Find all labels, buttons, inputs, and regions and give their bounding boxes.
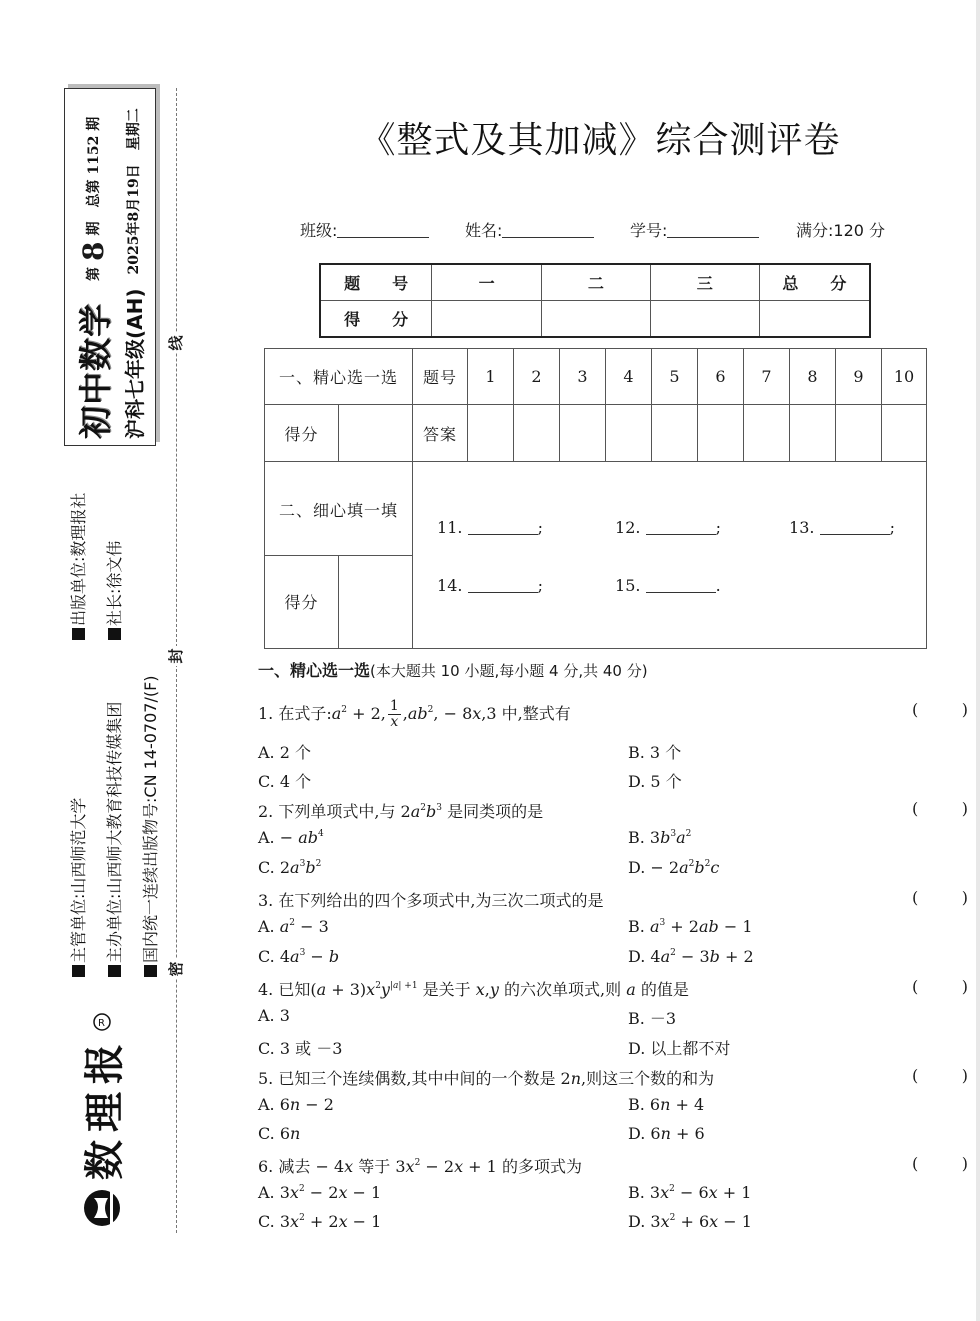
q5-option-a[interactable]: A. 6n − 2: [258, 1095, 334, 1114]
issue-number: 8: [76, 241, 110, 261]
answer-cell-3[interactable]: [560, 405, 606, 462]
student-id-field[interactable]: 学号:: [630, 218, 759, 241]
q5-option-c[interactable]: C. 6n: [258, 1124, 301, 1143]
section1-label: 一、精心选一选: [265, 349, 413, 405]
q3-option-c[interactable]: C. $4a^3 - b$: [258, 947, 340, 966]
question-number-3: 3: [560, 349, 606, 405]
q3-option-b[interactable]: B. $a^3 + 2ab - 1$: [628, 917, 753, 936]
question-5-stem: 5. 已知三个连续偶数,其中中间的一个数是 2n,则这三个数的和为: [258, 1069, 715, 1088]
fill-answer-15[interactable]: 15. .: [615, 576, 721, 595]
supervisor-info: 主管单位:山西师范大学: [66, 798, 89, 977]
answer-bracket-1[interactable]: ( ): [912, 700, 968, 719]
q4-option-a[interactable]: A. 3: [258, 1006, 290, 1025]
answer-cell-2[interactable]: [514, 405, 560, 462]
header-part-3: 三: [650, 264, 759, 301]
score-cell-part-3[interactable]: [650, 301, 759, 338]
answer-bracket-4[interactable]: ( ): [912, 977, 968, 996]
name-field[interactable]: 姓名:: [465, 218, 594, 241]
publisher-logo: [72, 1010, 132, 1230]
section2-score-cell[interactable]: [339, 555, 413, 649]
question-number-label: 题号: [413, 349, 468, 405]
question-number-2: 2: [514, 349, 560, 405]
answer-cell-5[interactable]: [652, 405, 698, 462]
q4-option-c[interactable]: C. 3 或 －3: [258, 1039, 343, 1058]
svg-text:数理报: 数理报: [81, 1036, 128, 1180]
president-info: 社长:徐文伟: [102, 541, 125, 640]
issue-prefix: 第: [86, 267, 102, 281]
q6-option-c[interactable]: C. $3x^2 + 2x - 1$: [258, 1212, 382, 1231]
q1-option-d[interactable]: D. 5 个: [628, 772, 682, 791]
score-cell-part-2[interactable]: [542, 301, 651, 338]
masthead-line-2: [113, 95, 153, 439]
answer-cell-7[interactable]: [744, 405, 790, 462]
q6-option-b[interactable]: B. $3x^2 - 6x + 1$: [628, 1183, 752, 1202]
question-number-6: 6: [698, 349, 744, 405]
q5-option-d[interactable]: D. 6n + 6: [628, 1124, 705, 1143]
question-number-1: 1: [468, 349, 514, 405]
q4-option-d[interactable]: D. 以上都不对: [628, 1039, 731, 1058]
newspaper-title: 初中数学: [75, 303, 115, 439]
question-number-9: 9: [836, 349, 882, 405]
seal-mark-secret: 密: [165, 959, 187, 979]
question-1-stem: 1. 在式子$:a^2 + 2$, $\frac{1}{x}$ $,ab^2$, − 8x,3 中,整式有: [258, 698, 571, 730]
answer-bracket-5[interactable]: ( ): [912, 1066, 968, 1085]
question-number-5: 5: [652, 349, 698, 405]
q1-option-a[interactable]: A. 2 个: [258, 743, 311, 762]
bullet-square-icon: [72, 628, 85, 640]
q1-option-b[interactable]: B. 3 个: [628, 743, 682, 762]
issue-weekday: 星期二: [126, 108, 142, 151]
score-row-label: 得 分: [320, 301, 432, 338]
q1-option-c[interactable]: C. 4 个: [258, 772, 312, 791]
answer-cell-8[interactable]: [790, 405, 836, 462]
bullet-square-icon: [108, 628, 121, 640]
fill-answer-13[interactable]: 13. ;: [789, 518, 895, 537]
answer-cell-4[interactable]: [606, 405, 652, 462]
answer-grid-table: [264, 348, 927, 649]
question-number-4: 4: [606, 349, 652, 405]
question-3-stem: 3. 在下列给出的四个多项式中,为三次二项式的是: [258, 891, 604, 910]
page-edge: [976, 0, 980, 1321]
answer-bracket-3[interactable]: ( ): [912, 888, 968, 907]
header-total: 总 分: [759, 264, 870, 301]
section1-heading: 一、精心选一选(本大题共 10 小题,每小题 4 分,共 40 分): [258, 661, 648, 680]
header-question-number: 题 号: [320, 264, 432, 301]
sponsor-info: 主办单位:山西师大教育科技传媒集团: [102, 702, 125, 977]
q6-option-a[interactable]: A. $3x^2 - 2x - 1$: [258, 1183, 382, 1202]
question-6-stem: 6. 减去 − 4x 等于 $3x^2 - 2x + 1$ 的多项式为: [258, 1157, 582, 1176]
q5-option-b[interactable]: B. 6n + 4: [628, 1095, 705, 1114]
section2-score-label: 得分: [265, 555, 339, 649]
q6-option-d[interactable]: D. $3x^2 + 6x - 1$: [628, 1212, 752, 1231]
issue-suffix: 期: [86, 221, 102, 236]
class-field[interactable]: 班级:: [300, 218, 429, 241]
fill-answer-14[interactable]: 14. ;: [437, 576, 543, 595]
edition: 沪科七年级(AH): [122, 288, 147, 439]
svg-text:R: R: [98, 1018, 105, 1029]
q3-option-d[interactable]: D. $4a^2 - 3b + 2$: [628, 947, 754, 966]
seal-mark-line: 线: [165, 333, 187, 353]
q2-option-a[interactable]: A. − $ab^4$: [258, 828, 324, 847]
question-4-stem: 4. 已知$(a + 3)x^2y^{|a| +1}$ 是关于 x,y 的六次单项式,则 a 的值是: [258, 980, 689, 999]
q2-option-b[interactable]: B. $3b^3a^2$: [628, 828, 692, 847]
q2-option-c[interactable]: C. $2a^3b^2$: [258, 858, 322, 877]
exam-title: 《整式及其加减》综合测评卷: [359, 120, 841, 161]
question-number-10: 10: [882, 349, 927, 405]
answer-cell-10[interactable]: [882, 405, 927, 462]
masthead-line-1: [71, 95, 115, 439]
fill-answer-12[interactable]: 12. ;: [615, 518, 721, 537]
bullet-square-icon: [72, 965, 85, 977]
answer-bracket-6[interactable]: ( ): [912, 1154, 968, 1173]
full-score-label: 满分:120 分: [796, 221, 886, 240]
fill-answer-area: [413, 462, 927, 649]
header-part-2: 二: [542, 264, 651, 301]
q3-option-a[interactable]: A. $a^2 - 3$: [258, 917, 329, 936]
bullet-square-icon: [144, 965, 157, 977]
masthead-box: [64, 88, 156, 446]
score-cell-part-1[interactable]: [432, 301, 542, 338]
fill-answer-11[interactable]: 11. ;: [437, 518, 543, 537]
question-number-8: 8: [790, 349, 836, 405]
section1-score-label: 得分: [265, 405, 339, 462]
answer-cell-1[interactable]: [468, 405, 514, 462]
total-issue: 总第 1152 期: [86, 116, 102, 208]
q4-option-b[interactable]: B. －3: [628, 1009, 677, 1028]
answer-cell-9[interactable]: [836, 405, 882, 462]
score-summary-table: [319, 263, 871, 338]
section1-score-cell[interactable]: [339, 405, 413, 462]
q2-option-d[interactable]: D. − $2a^2b^2c$: [628, 858, 720, 877]
issue-date: 2025年8月19日: [126, 164, 142, 275]
bullet-square-icon: [108, 965, 121, 977]
question-number-7: 7: [744, 349, 790, 405]
answer-cell-6[interactable]: [698, 405, 744, 462]
cn-number-info: 国内统一连续出版物号:CN 14-0707/(F): [138, 675, 161, 977]
question-2-stem: 2. 下列单项式中,与 $2a^2b^3$ 是同类项的是: [258, 802, 544, 821]
score-cell-total[interactable]: [759, 301, 870, 338]
section2-label: 二、细心填一填: [265, 462, 413, 556]
answer-bracket-2[interactable]: ( ): [912, 799, 968, 818]
header-part-1: 一: [432, 264, 542, 301]
answer-label: 答案: [413, 405, 468, 462]
seal-mark-seal: 封: [165, 646, 187, 666]
publisher-info: 出版单位:数理报社: [66, 493, 89, 640]
